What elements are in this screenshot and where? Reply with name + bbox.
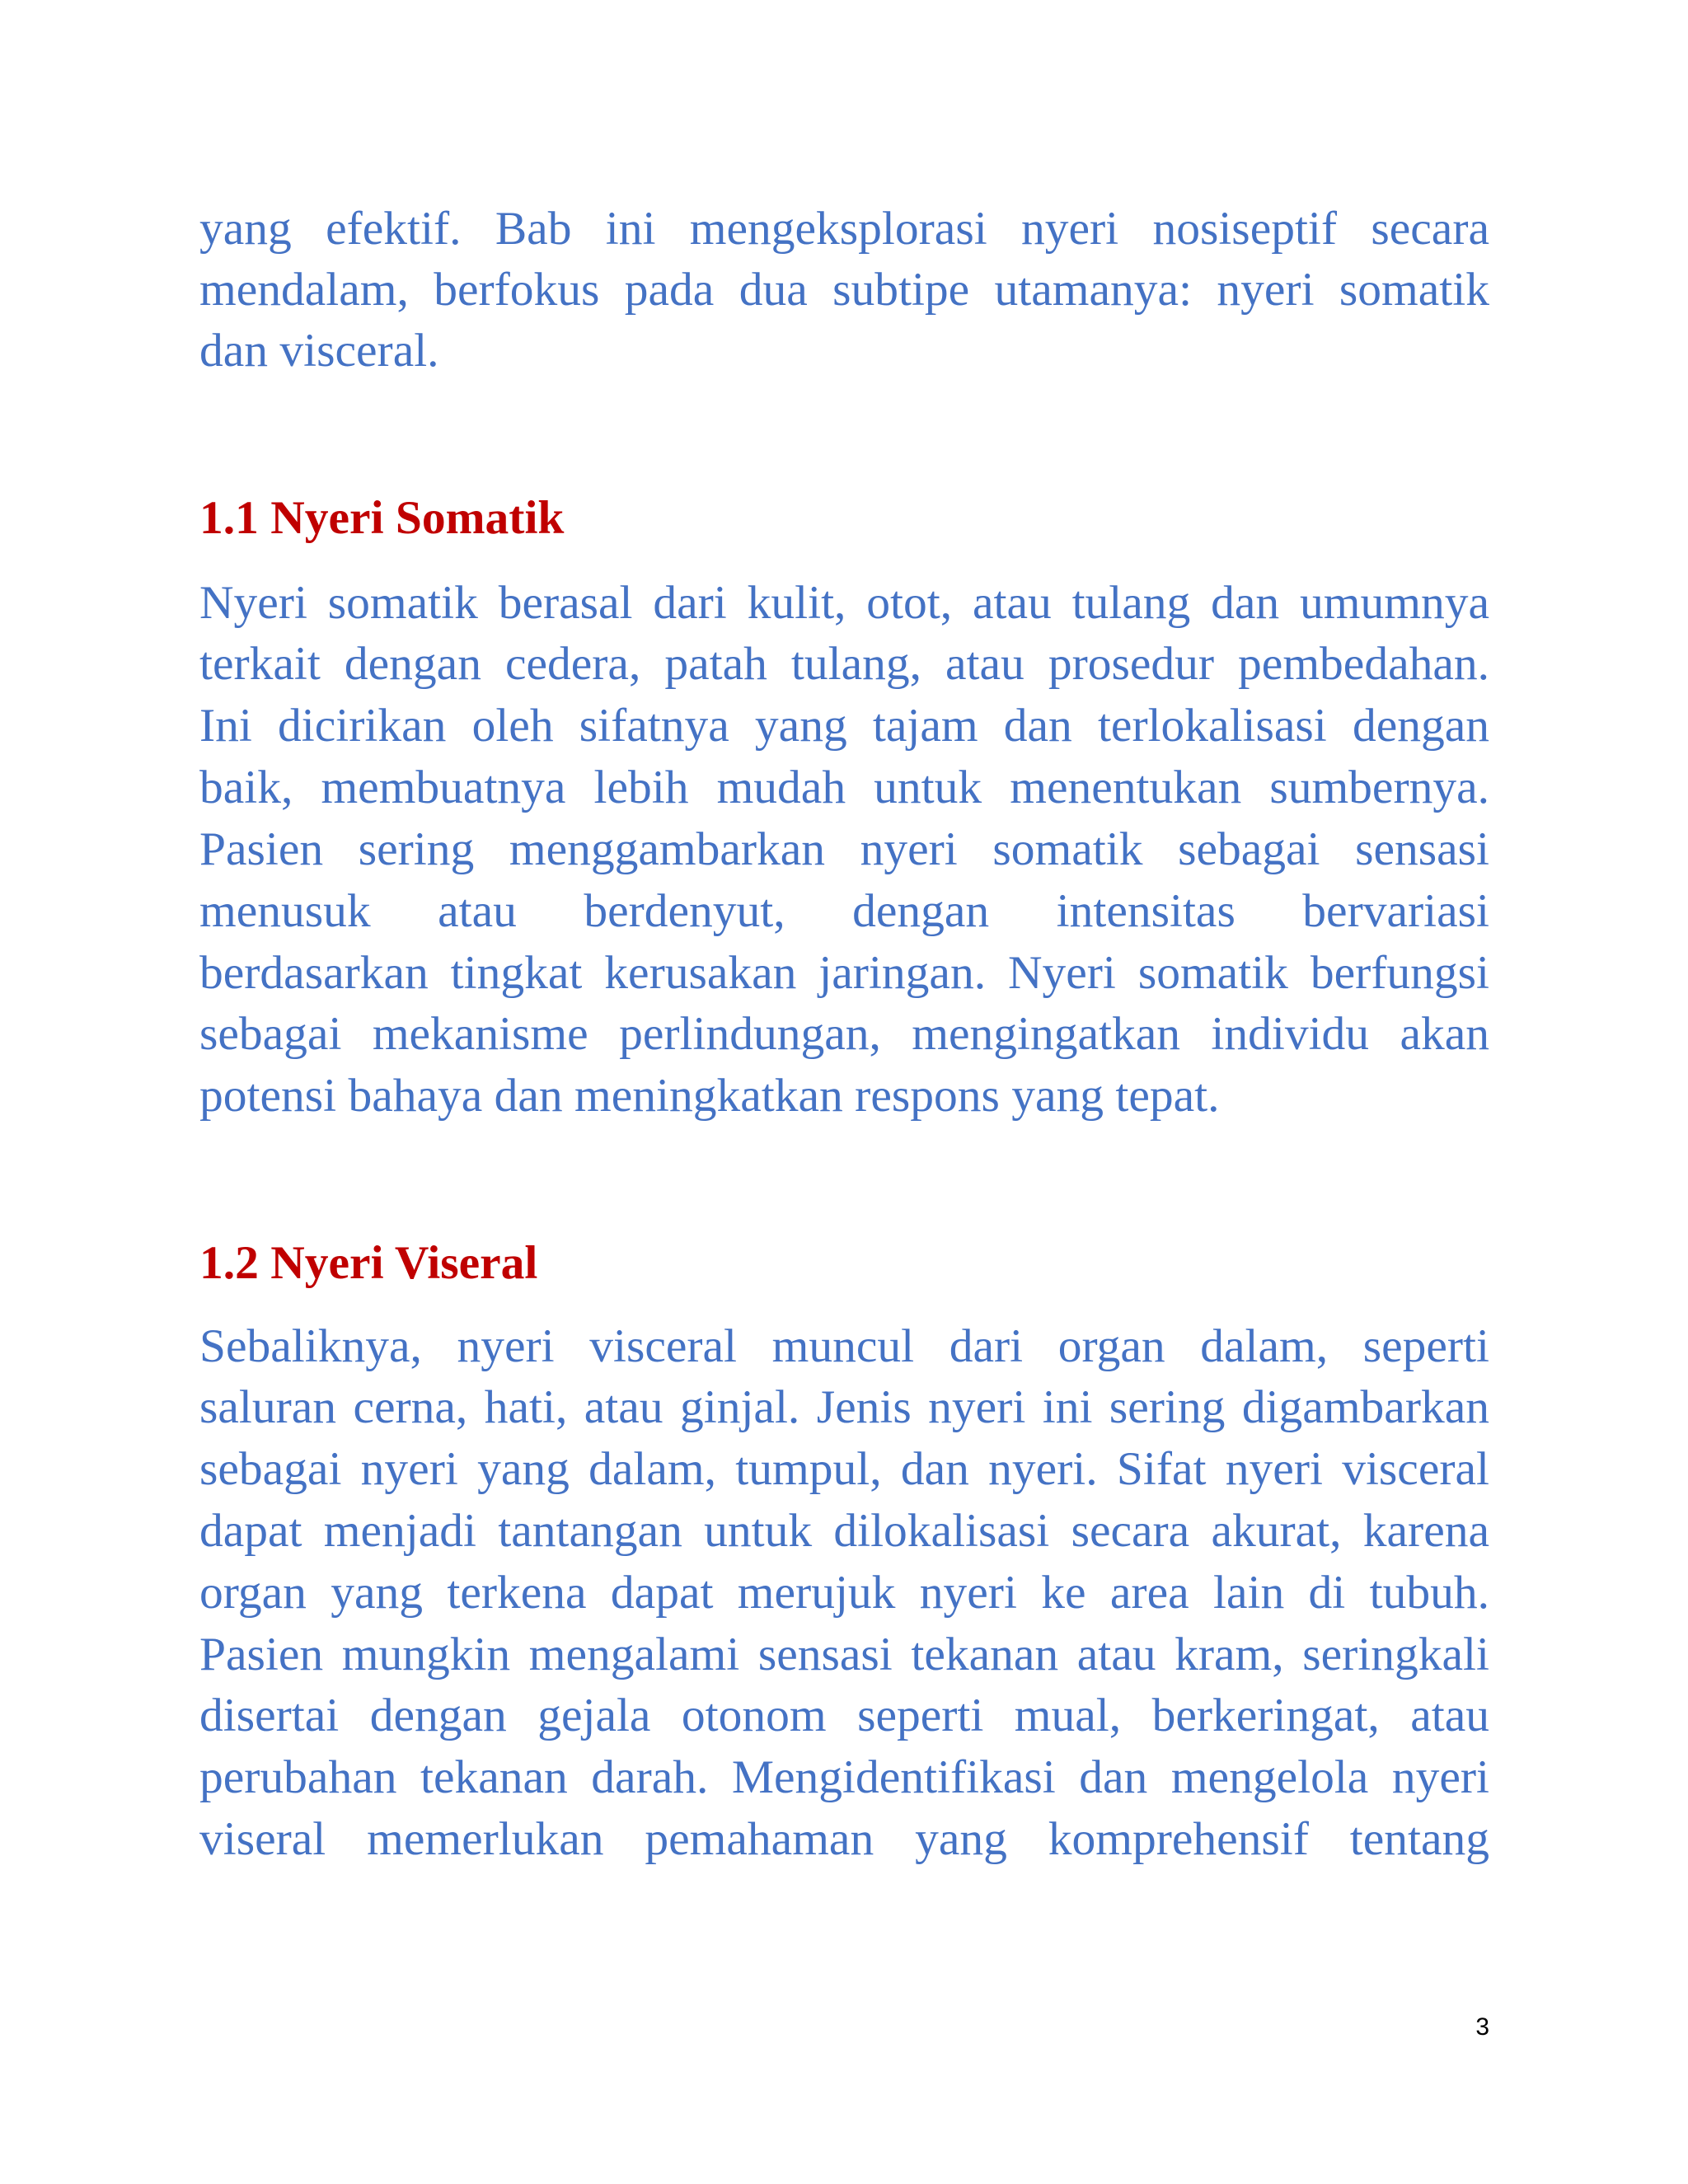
visceral-line: Sebaliknya, nyeri visceral muncul dari organ dalam, seperti [199, 1320, 1489, 1372]
intro-line: mendalam, berfokus pada dua subtipe utamanya: nyeri somatik [199, 264, 1489, 316]
visceral-line: sebagai nyeri yang dalam, tumpul, dan nyeri. Sifat nyeri visceral [199, 1443, 1489, 1495]
intro-line: dan visceral. [199, 325, 439, 377]
intro-line: yang efektif. Bab ini mengeksplorasi nyeri nosiseptif secara [199, 203, 1489, 255]
visceral-line: perubahan tekanan darah. Mengidentifikasi dan mengelola nyeri [199, 1751, 1489, 1803]
visceral-line: saluran cerna, hati, atau ginjal. Jenis nyeri ini sering digambarkan [199, 1381, 1489, 1433]
somatic-line: terkait dengan cedera, patah tulang, atau prosedur pembedahan. [199, 638, 1489, 690]
somatic-line: Pasien sering menggambarkan nyeri somatik sebagai sensasi [199, 823, 1489, 875]
somatic-line: sebagai mekanisme perlindungan, mengingatkan individu akan [199, 1008, 1489, 1060]
somatic-line: berdasarkan tingkat kerusakan jaringan. Nyeri somatik berfungsi [199, 947, 1489, 999]
section-heading-somatic: 1.1 Nyeri Somatik [199, 492, 565, 544]
somatic-line: menusuk atau berdenyut, dengan intensitas bervariasi [199, 885, 1489, 937]
somatic-line: potensi bahaya dan meningkatkan respons yang tepat. [199, 1070, 1220, 1122]
page-number: 3 [1475, 2013, 1489, 2041]
somatic-line: baik, membuatnya lebih mudah untuk menentukan sumbernya. [199, 762, 1489, 813]
visceral-line: organ yang terkena dapat merujuk nyeri ke area lain di tubuh. [199, 1567, 1489, 1619]
visceral-line: Pasien mungkin mengalami sensasi tekanan atau kram, seringkali [199, 1629, 1489, 1680]
somatic-line: Nyeri somatik berasal dari kulit, otot, atau tulang dan umumnya [199, 577, 1489, 629]
visceral-line: dapat menjadi tantangan untuk dilokalisasi secara akurat, karena [199, 1505, 1489, 1557]
section-heading-visceral: 1.2 Nyeri Viseral [199, 1237, 538, 1289]
visceral-line: viseral memerlukan pemahaman yang komprehensif tentang [199, 1813, 1489, 1865]
visceral-line: disertai dengan gejala otonom seperti mual, berkeringat, atau [199, 1690, 1489, 1741]
somatic-line: Ini dicirikan oleh sifatnya yang tajam dan terlokalisasi dengan [199, 700, 1489, 752]
